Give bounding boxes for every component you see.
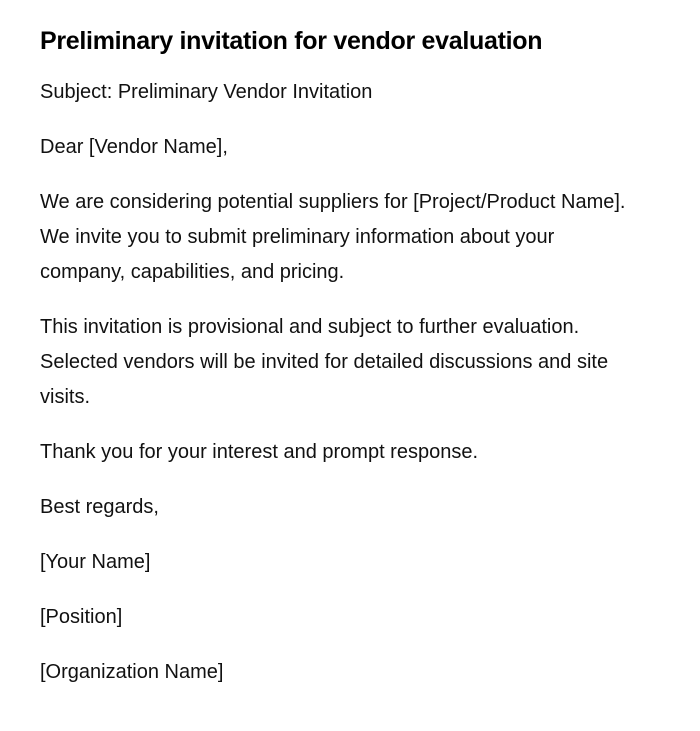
signature-name: [Your Name]: [40, 551, 151, 573]
signature-position: [Position]: [40, 606, 123, 628]
subject-line: Subject: Preliminary Vendor Invitation: [40, 81, 373, 103]
document-title: Preliminary invitation for vendor evaluation: [40, 27, 543, 55]
signature-organization: [Organization Name]: [40, 661, 224, 683]
body-paragraph-3: Thank you for your interest and prompt response.: [40, 441, 479, 463]
body-paragraph-2: This invitation is provisional and subject to further evaluation. Selected vendors will be invited for detailed discussions and site visits.: [40, 316, 609, 408]
salutation: Dear [Vendor Name],: [40, 136, 228, 158]
body-paragraph-1: We are considering potential suppliers for [Project/Product Name]. We invite you to submit preliminary information about your company, capabilities, and pricing.: [40, 191, 626, 283]
closing: Best regards,: [40, 496, 159, 518]
